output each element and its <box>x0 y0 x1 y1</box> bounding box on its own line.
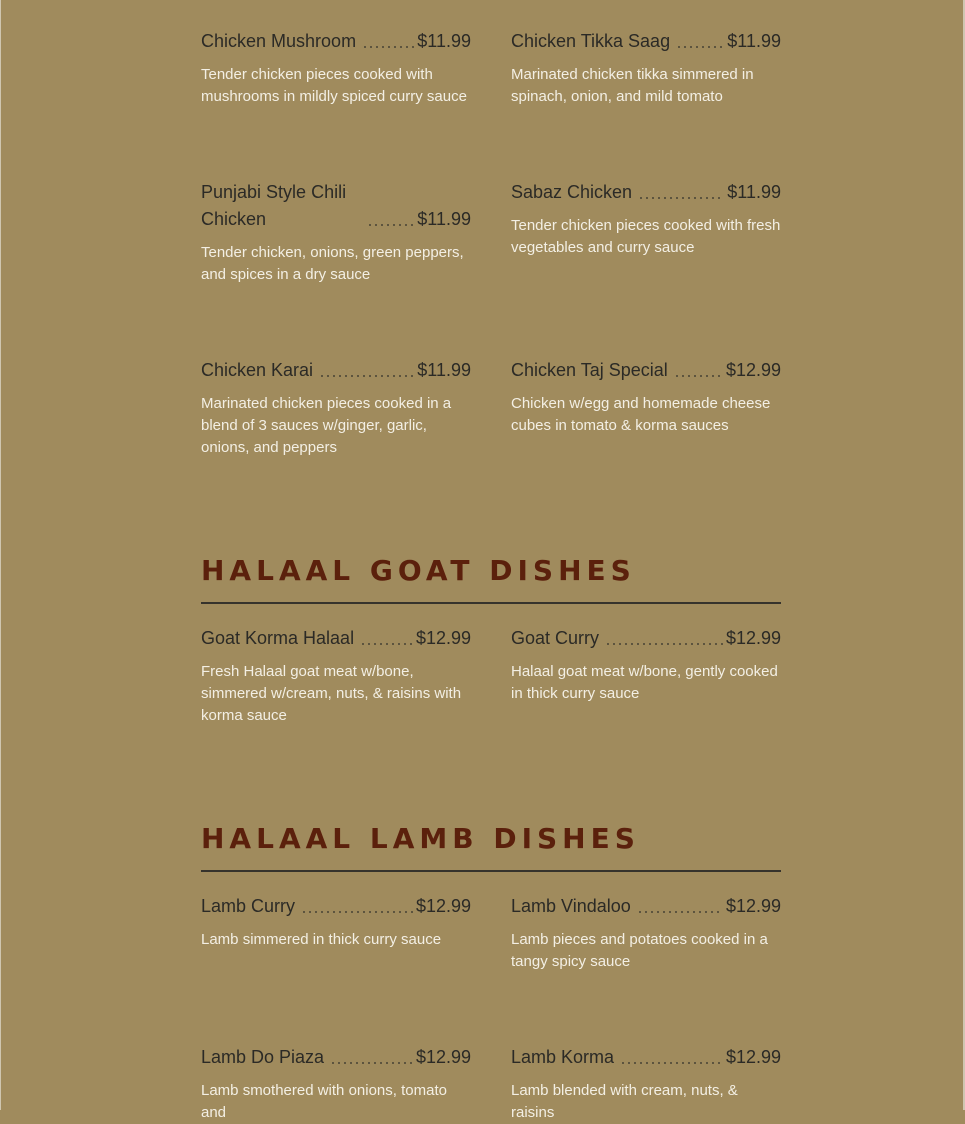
item-name: Lamb Vindaloo <box>511 896 631 916</box>
item-description: Halaal goat meat w/bone, gently cooked in thick curry sauce <box>511 663 778 702</box>
item-price: $11.99 <box>417 31 471 51</box>
item-description: Lamb blended with cream, nuts, & raisins <box>511 1082 738 1121</box>
item-description: Tender chicken, onions, green peppers, and spices in a dry sauce <box>201 244 464 283</box>
section-divider <box>201 602 781 604</box>
menu-item-chicken-mushroom <box>201 28 471 108</box>
menu-item-lamb-korma <box>511 1044 781 1124</box>
item-price: $12.99 <box>725 628 781 648</box>
dot-leader <box>319 375 414 377</box>
item-name: Chicken Karai <box>201 360 314 380</box>
menu-item-goat-curry <box>511 625 781 705</box>
dot-leader <box>362 46 414 48</box>
section-divider <box>201 870 781 872</box>
dot-leader <box>638 197 724 199</box>
item-price: $12.99 <box>415 896 471 916</box>
item-price: $11.99 <box>727 182 781 202</box>
dot-leader <box>637 911 723 913</box>
item-description: Marinated chicken tikka simmered in spinach, onion, and mild tomato <box>511 66 754 105</box>
page-edge-left <box>0 0 1 1110</box>
item-description: Lamb pieces and potatoes cooked in a tangy spicy sauce <box>511 931 768 970</box>
item-name: Chicken Tikka Saag <box>511 31 671 51</box>
item-price: $12.99 <box>725 896 781 916</box>
menu-item-chicken-tikka-saag <box>511 28 781 108</box>
dot-leader <box>676 46 724 48</box>
menu-item-lamb-vindaloo <box>511 893 781 973</box>
item-price: $12.99 <box>725 360 781 380</box>
menu-item-sabaz-chicken <box>511 179 781 259</box>
dot-leader <box>367 224 414 226</box>
item-description: Lamb smothered with onions, tomato and <box>201 1082 447 1121</box>
section-title-lamb: HALAAL LAMB DISHES <box>201 822 640 855</box>
item-price: $12.99 <box>415 1047 471 1067</box>
item-description: Marinated chicken pieces cooked in a blend of 3 sauces w/ginger, garlic, onions, and peppers <box>201 395 452 456</box>
item-name: Lamb Curry <box>201 896 296 916</box>
dot-leader <box>620 1062 723 1064</box>
item-description: Tender chicken pieces cooked with fresh vegetables and curry sauce <box>511 217 781 256</box>
dot-leader <box>360 643 413 645</box>
item-price: $12.99 <box>415 628 471 648</box>
item-name: Chicken Mushroom <box>201 31 357 51</box>
item-name: Sabaz Chicken <box>511 182 633 202</box>
section-title-goat: HALAAL GOAT DISHES <box>201 554 636 587</box>
menu-item-lamb-do-piaza <box>201 1044 471 1124</box>
dot-leader <box>330 1062 413 1064</box>
item-price: $11.99 <box>727 31 781 51</box>
item-name: Goat Korma Halaal <box>201 628 355 648</box>
menu-item-punjabi-chili-chicken <box>201 179 471 286</box>
menu-item-lamb-curry <box>201 893 471 951</box>
item-price: $11.99 <box>417 360 471 380</box>
menu-item-chicken-taj-special <box>511 357 781 437</box>
item-price: $12.99 <box>725 1047 781 1067</box>
item-name: Lamb Do Piaza <box>201 1047 325 1067</box>
dot-leader <box>301 911 413 913</box>
item-price: $11.99 <box>417 209 471 229</box>
item-name: Lamb Korma <box>511 1047 615 1067</box>
item-description: Fresh Halaal goat meat w/bone, simmered w/cream, nuts, & raisins with korma sauce <box>201 663 462 724</box>
menu-item-chicken-karai <box>201 357 471 459</box>
item-name: Punjabi Style Chili Chicken <box>201 182 347 229</box>
item-description: Chicken w/egg and homemade cheese cubes in tomato & korma sauces <box>511 395 771 434</box>
item-description: Lamb simmered in thick curry sauce <box>201 931 442 948</box>
dot-leader <box>674 375 723 377</box>
dot-leader <box>605 643 723 645</box>
item-name: Chicken Taj Special <box>511 360 668 380</box>
item-name: Goat Curry <box>511 628 600 648</box>
item-description: Tender chicken pieces cooked with mushrooms in mildly spiced curry sauce <box>201 66 467 105</box>
menu-item-goat-korma-halaal <box>201 625 471 727</box>
